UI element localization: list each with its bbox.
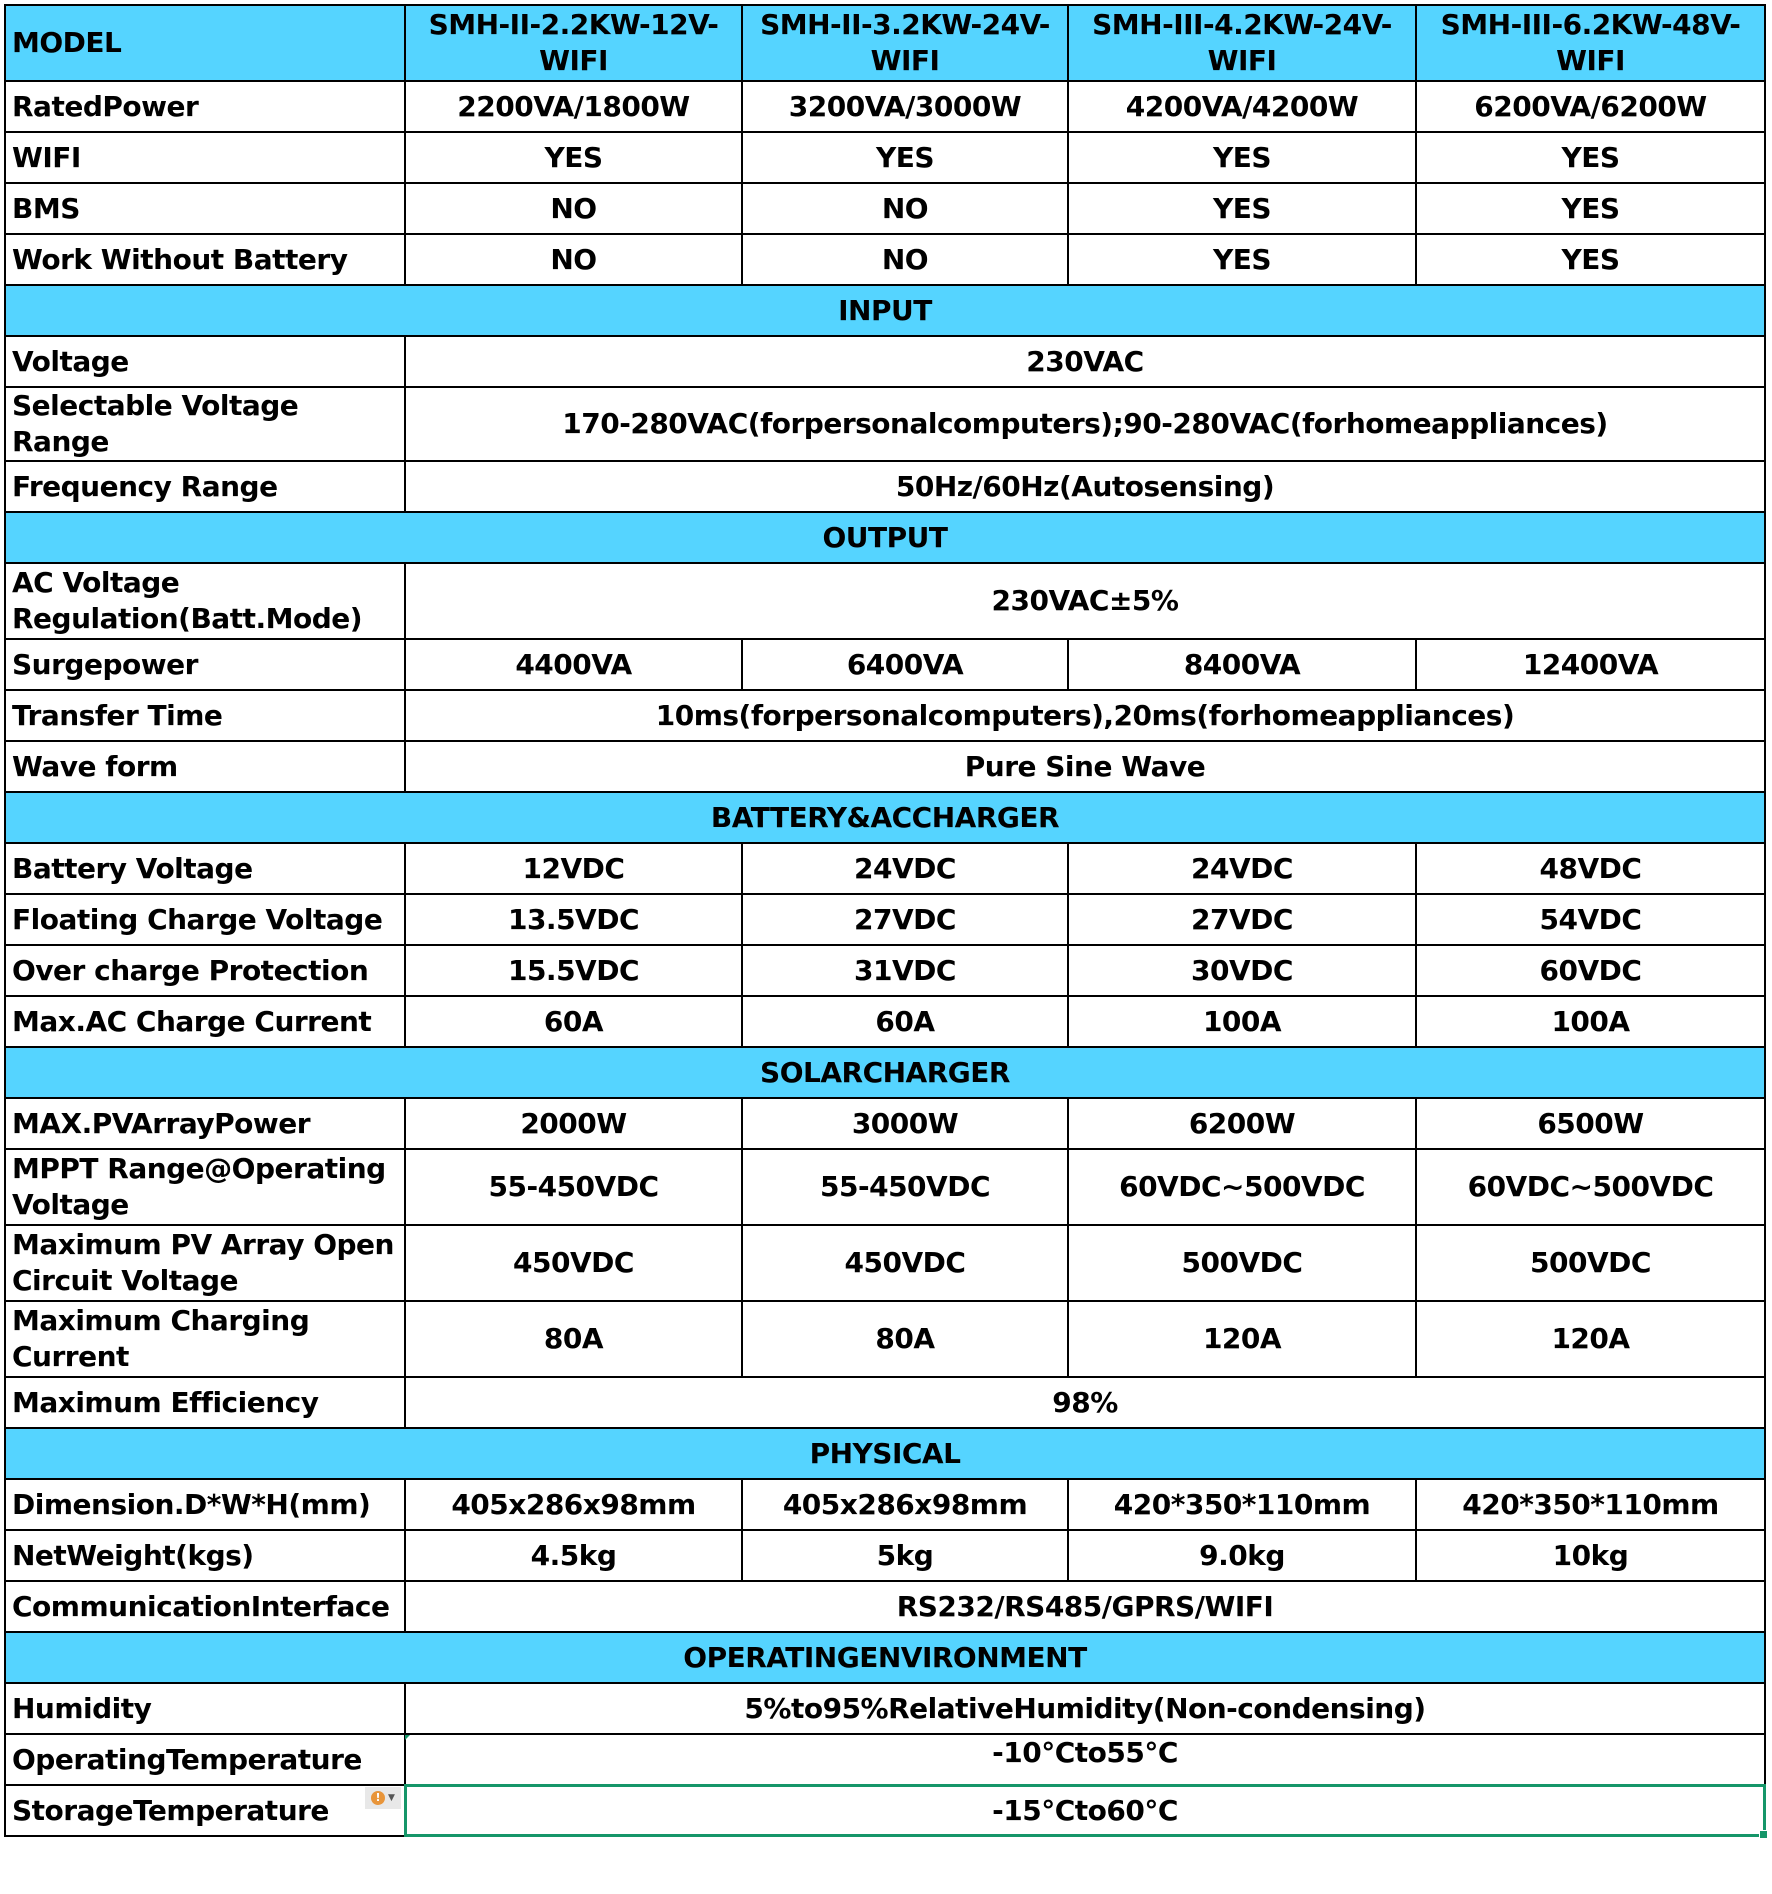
cell[interactable]: YES [1068, 132, 1416, 183]
section-row-output [5, 512, 1765, 563]
cell[interactable]: YES [1068, 234, 1416, 285]
cell[interactable]: 6500W [1416, 1098, 1765, 1149]
cell[interactable]: 100A [1416, 996, 1765, 1047]
cell[interactable]: -10°Cto55°C [405, 1734, 1765, 1785]
table-row [5, 945, 1765, 996]
spec-table [4, 4, 1766, 1837]
cell[interactable]: 30VDC [1068, 945, 1416, 996]
table-row [5, 1225, 1765, 1301]
cell[interactable]: 27VDC [1068, 894, 1416, 945]
model-name[interactable]: SMH-III-4.2KW-24V-WIFI [1068, 5, 1416, 81]
selected-cell[interactable]: -15°Cto60°C [405, 1785, 1765, 1836]
row-label[interactable]: StorageTemperature [5, 1785, 405, 1836]
cell[interactable]: NO [405, 234, 742, 285]
table-row [5, 1683, 1765, 1734]
model-name[interactable]: SMH-II-3.2KW-24V-WIFI [742, 5, 1068, 81]
model-label[interactable]: MODEL [5, 5, 405, 81]
cell[interactable]: 60VDC [1416, 945, 1765, 996]
row-label[interactable]: WIFI [5, 132, 405, 183]
table-row [5, 563, 1765, 639]
cell[interactable]: 100A [1068, 996, 1416, 1047]
model-header-row [5, 5, 1765, 81]
cell[interactable]: 6200VA/6200W [1416, 81, 1765, 132]
row-label[interactable]: MPPT Range@Operating Voltage [5, 1149, 405, 1225]
row-label[interactable]: BMS [5, 183, 405, 234]
cell[interactable]: 60A [742, 996, 1068, 1047]
table-row [5, 690, 1765, 741]
cell[interactable]: 10kg [1416, 1530, 1765, 1581]
row-label[interactable]: Floating Charge Voltage [5, 894, 405, 945]
section-row-environment [5, 1632, 1765, 1683]
row-label[interactable]: Transfer Time [5, 690, 405, 741]
cell[interactable]: 500VDC [1416, 1225, 1765, 1301]
row-label[interactable]: Maximum Charging Current [5, 1301, 405, 1377]
row-label[interactable]: OperatingTemperature [5, 1734, 405, 1785]
cell[interactable]: 10ms(forpersonalcomputers),20ms(forhomeappliances) [405, 690, 1765, 741]
cell[interactable]: 55-450VDC [405, 1149, 742, 1225]
cell[interactable]: 15.5VDC [405, 945, 742, 996]
table-row [5, 1149, 1765, 1225]
row-label[interactable]: NetWeight(kgs) [5, 1530, 405, 1581]
cell[interactable]: YES [1068, 183, 1416, 234]
table-row [5, 1377, 1765, 1428]
section-title[interactable]: SOLARCHARGER [5, 1047, 1765, 1098]
cell[interactable]: 120A [1068, 1301, 1416, 1377]
table-row [5, 639, 1765, 690]
cell[interactable]: 98% [405, 1377, 1765, 1428]
table-row [5, 1098, 1765, 1149]
section-title[interactable]: OUTPUT [5, 512, 1765, 563]
cell[interactable]: 60VDC~500VDC [1068, 1149, 1416, 1225]
cell[interactable]: 2000W [405, 1098, 742, 1149]
cell[interactable]: 500VDC [1068, 1225, 1416, 1301]
cell[interactable]: 24VDC [742, 843, 1068, 894]
cell[interactable]: 3200VA/3000W [742, 81, 1068, 132]
cell[interactable]: 54VDC [1416, 894, 1765, 945]
cell[interactable]: 60A [405, 996, 742, 1047]
cell[interactable]: NO [742, 183, 1068, 234]
cell[interactable]: 450VDC [742, 1225, 1068, 1301]
cell[interactable]: 80A [405, 1301, 742, 1377]
table-row [5, 996, 1765, 1047]
table-row [5, 1734, 1765, 1785]
cell[interactable]: 4200VA/4200W [1068, 81, 1416, 132]
cell[interactable]: YES [1416, 132, 1765, 183]
table-row [5, 843, 1765, 894]
model-name[interactable]: SMH-III-6.2KW-48V-WIFI [1416, 5, 1765, 81]
table-row [5, 81, 1765, 132]
cell[interactable]: 230VAC [405, 336, 1765, 387]
row-label[interactable]: Frequency Range [5, 461, 405, 512]
cell[interactable]: 5%to95%RelativeHumidity(Non-condensing) [405, 1683, 1765, 1734]
cell[interactable]: Pure Sine Wave [405, 741, 1765, 792]
cell[interactable]: YES [1416, 234, 1765, 285]
cell[interactable]: 405x286x98mm [742, 1479, 1068, 1530]
row-label[interactable]: Max.AC Charge Current [5, 996, 405, 1047]
table-row [5, 1479, 1765, 1530]
row-label[interactable]: Over charge Protection [5, 945, 405, 996]
model-name[interactable]: SMH-II-2.2KW-12V-WIFI [405, 5, 742, 81]
table-row [5, 1581, 1765, 1632]
row-label[interactable]: Humidity [5, 1683, 405, 1734]
section-title[interactable]: PHYSICAL [5, 1428, 1765, 1479]
cell[interactable]: 80A [742, 1301, 1068, 1377]
section-row-input [5, 285, 1765, 336]
table-row [5, 234, 1765, 285]
cell[interactable]: 50Hz/60Hz(Autosensing) [405, 461, 1765, 512]
row-label[interactable]: Dimension.D*W*H(mm) [5, 1479, 405, 1530]
table-row [5, 741, 1765, 792]
row-label[interactable]: CommunicationInterface [5, 1581, 405, 1632]
row-label[interactable]: AC Voltage Regulation(Batt.Mode) [5, 563, 405, 639]
cell[interactable]: 27VDC [742, 894, 1068, 945]
cell[interactable]: 24VDC [1068, 843, 1416, 894]
cell[interactable]: 6200W [1068, 1098, 1416, 1149]
table-row [5, 336, 1765, 387]
cell[interactable]: 12400VA [1416, 639, 1765, 690]
section-row-battery [5, 792, 1765, 843]
cell[interactable]: 60VDC~500VDC [1416, 1149, 1765, 1225]
section-row-physical [5, 1428, 1765, 1479]
cell[interactable]: 6400VA [742, 639, 1068, 690]
cell[interactable]: NO [405, 183, 742, 234]
table-row [5, 1301, 1765, 1377]
cell[interactable]: 120A [1416, 1301, 1765, 1377]
cell[interactable]: 5kg [742, 1530, 1068, 1581]
cell[interactable]: 55-450VDC [742, 1149, 1068, 1225]
warning-icon: ! [371, 1791, 385, 1805]
row-label[interactable]: Surgepower [5, 639, 405, 690]
cell[interactable]: NO [742, 234, 1068, 285]
cell[interactable]: YES [1416, 183, 1765, 234]
cell[interactable]: 3000W [742, 1098, 1068, 1149]
table-row [5, 461, 1765, 512]
cell[interactable]: 420*350*110mm [1068, 1479, 1416, 1530]
cell[interactable]: 2200VA/1800W [405, 81, 742, 132]
cell[interactable]: 4.5kg [405, 1530, 742, 1581]
row-label[interactable]: Battery Voltage [5, 843, 405, 894]
section-title[interactable]: INPUT [5, 285, 1765, 336]
cell[interactable]: 4400VA [405, 639, 742, 690]
row-label[interactable]: Wave form [5, 741, 405, 792]
row-label[interactable]: MAX.PVArrayPower [5, 1098, 405, 1149]
table-row [5, 387, 1765, 461]
cell[interactable]: 170-280VAC(forpersonalcomputers);90-280VAC(forhomeappliances) [405, 387, 1765, 461]
cell[interactable]: 31VDC [742, 945, 1068, 996]
row-label[interactable]: Maximum PV Array Open Circuit Voltage [5, 1225, 405, 1301]
cell[interactable]: 12VDC [405, 843, 742, 894]
table-row [5, 1530, 1765, 1581]
row-label[interactable]: Voltage [5, 336, 405, 387]
cell-comment-marker [405, 1735, 410, 1740]
cell[interactable]: 230VAC±5% [405, 563, 1765, 639]
section-title[interactable]: OPERATINGENVIRONMENT [5, 1632, 1765, 1683]
row-label[interactable]: Maximum Efficiency [5, 1377, 405, 1428]
cell[interactable]: 450VDC [405, 1225, 742, 1301]
cell[interactable]: YES [405, 132, 742, 183]
cell[interactable]: 8400VA [1068, 639, 1416, 690]
row-label[interactable]: RatedPower [5, 81, 405, 132]
cell[interactable]: 405x286x98mm [405, 1479, 742, 1530]
table-row [5, 132, 1765, 183]
section-title[interactable]: BATTERY&ACCHARGER [5, 792, 1765, 843]
table-row [5, 1785, 1765, 1836]
table-row [5, 894, 1765, 945]
cell[interactable]: RS232/RS485/GPRS/WIFI [405, 1581, 1765, 1632]
chevron-down-icon: ▼ [388, 1793, 395, 1803]
row-label[interactable]: Selectable Voltage Range [5, 387, 405, 461]
cell[interactable]: 9.0kg [1068, 1530, 1416, 1581]
cell[interactable]: YES [742, 132, 1068, 183]
cell[interactable]: 13.5VDC [405, 894, 742, 945]
error-check-button[interactable] [365, 1787, 401, 1809]
section-row-solar [5, 1047, 1765, 1098]
table-row [5, 183, 1765, 234]
cell[interactable]: 420*350*110mm [1416, 1479, 1765, 1530]
row-label[interactable]: Work Without Battery [5, 234, 405, 285]
cell[interactable]: 48VDC [1416, 843, 1765, 894]
